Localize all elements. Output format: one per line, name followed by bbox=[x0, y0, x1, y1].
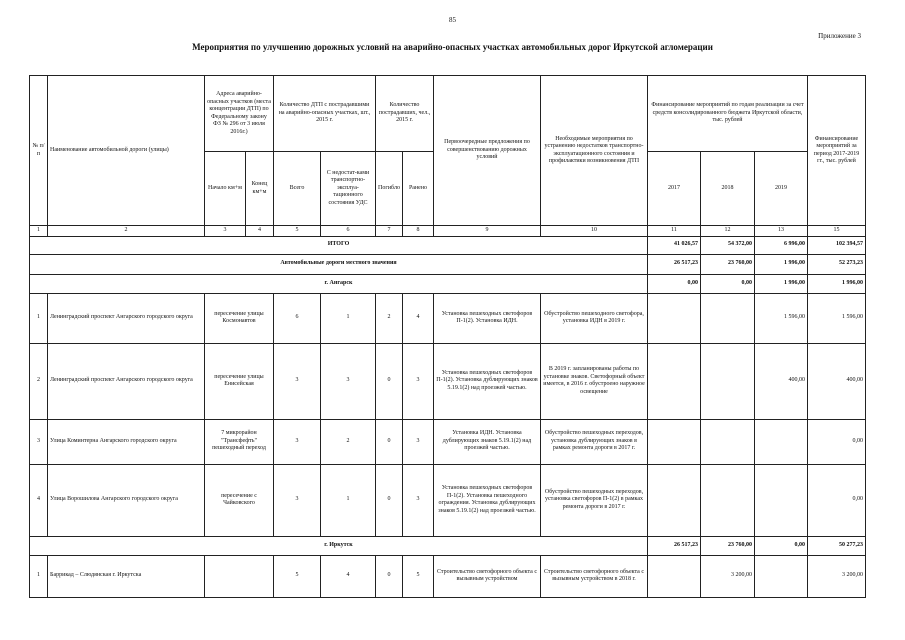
angarsk-row bbox=[30, 274, 866, 293]
measures: Обустройство пешеходных переходов, установка дублирующих знаков в рамках ремонта дороги в 2017 г. bbox=[541, 419, 648, 464]
column-number-row bbox=[30, 226, 866, 237]
header-year-2017: 2017 bbox=[648, 152, 701, 226]
measures-table bbox=[29, 75, 866, 598]
measures: Обустройство пешеходного светофора, установка ИДН в 2019 г. bbox=[541, 293, 648, 343]
road-name: Ленинградский проспект Ангарского городского округа bbox=[48, 343, 205, 419]
financing-sum: 0,00 bbox=[808, 419, 866, 464]
dtp-total: 3 bbox=[274, 464, 321, 536]
financing-2017 bbox=[648, 419, 701, 464]
header-address-group: Адреса аварийно-опасных участков (места концентрации ДТП) по Федеральному закону ФЗ № 296 от 3 июля 2016г.) bbox=[205, 76, 274, 152]
row-number: 1 bbox=[30, 555, 48, 597]
header-row-1 bbox=[30, 76, 866, 152]
header-end: Конец км+м bbox=[246, 152, 274, 226]
total-label: ИТОГО bbox=[30, 236, 648, 254]
col-number: 2 bbox=[48, 226, 205, 237]
killed: 0 bbox=[376, 555, 403, 597]
header-priority-proposals: Первоочередные предложения по совершенствованию дорожных условий bbox=[434, 76, 541, 226]
irkutsk-label: г. Иркутск bbox=[30, 536, 648, 555]
killed: 0 bbox=[376, 343, 403, 419]
injured: 4 bbox=[403, 293, 434, 343]
col-number: 12 bbox=[701, 226, 755, 237]
dtp-total: 5 bbox=[274, 555, 321, 597]
proposals: Установка пешеходных светофоров П-1(2). Установка ИДН. bbox=[434, 293, 541, 343]
dtp-total: 3 bbox=[274, 419, 321, 464]
row-number: 1 bbox=[30, 293, 48, 343]
col-number: 1 bbox=[30, 226, 48, 237]
local-roads-row bbox=[30, 254, 866, 274]
injured: 3 bbox=[403, 464, 434, 536]
total-row bbox=[30, 236, 866, 254]
financing-2019 bbox=[755, 464, 808, 536]
proposals: Строительство светофорного объекта с вызывным устройством bbox=[434, 555, 541, 597]
financing-2018 bbox=[701, 293, 755, 343]
financing-2017 bbox=[648, 464, 701, 536]
proposals: Установка пешеходных светофоров П-1(2). Установка пешеходного ограждения. Установка дублирующих знаков 5.19.1(2) над проезжей частью. bbox=[434, 464, 541, 536]
financing-2018 bbox=[701, 343, 755, 419]
local-roads-2019: 1 996,00 bbox=[755, 254, 808, 274]
local-roads-sum: 52 273,23 bbox=[808, 254, 866, 274]
table-row bbox=[30, 464, 866, 536]
injured: 3 bbox=[403, 343, 434, 419]
road-name: Улица Коминтерна Ангарского городского округа bbox=[48, 419, 205, 464]
total-2018: 54 372,00 bbox=[701, 236, 755, 254]
header-injured: Ранено bbox=[403, 152, 434, 226]
header-financing-group: Финансирование мероприятий по годам реализации за счет средств консолидированного бюджета Иркутской области, тыс. рублей bbox=[648, 76, 808, 152]
angarsk-label: г. Ангарск bbox=[30, 274, 648, 293]
killed: 0 bbox=[376, 419, 403, 464]
total-2019: 6 996,00 bbox=[755, 236, 808, 254]
dtp-defects: 4 bbox=[321, 555, 376, 597]
dtp-defects: 1 bbox=[321, 293, 376, 343]
address: 7 микрорайон "Трансфефть" пешеходный переход bbox=[205, 419, 274, 464]
financing-2019: 1 596,00 bbox=[755, 293, 808, 343]
killed: 2 bbox=[376, 293, 403, 343]
financing-2019 bbox=[755, 555, 808, 597]
financing-sum: 1 596,00 bbox=[808, 293, 866, 343]
header-year-2019: 2019 bbox=[755, 152, 808, 226]
table-row bbox=[30, 293, 866, 343]
local-roads-2018: 23 760,00 bbox=[701, 254, 755, 274]
irkutsk-2018: 23 760,00 bbox=[701, 536, 755, 555]
address: пересечение улицы Космонавтов bbox=[205, 293, 274, 343]
appendix-label: Приложение 3 bbox=[818, 32, 861, 40]
dtp-defects: 2 bbox=[321, 419, 376, 464]
address: пересечение с Чайковского bbox=[205, 464, 274, 536]
col-number: 11 bbox=[648, 226, 701, 237]
financing-sum: 400,00 bbox=[808, 343, 866, 419]
header-required-measures: Необходимые мероприятия по устранению недостатков транспортно-эксплуатационного состояния и профилактики возникновения ДТП bbox=[541, 76, 648, 226]
col-number: 5 bbox=[274, 226, 321, 237]
document-title: Мероприятия по улучшению дорожных условий на аварийно-опасных участках автомобильных дорог Иркутской агломерации bbox=[192, 42, 713, 52]
total-2017: 41 026,57 bbox=[648, 236, 701, 254]
financing-sum: 3 200,00 bbox=[808, 555, 866, 597]
irkutsk-sum: 50 277,23 bbox=[808, 536, 866, 555]
angarsk-2018: 0,00 bbox=[701, 274, 755, 293]
financing-2018 bbox=[701, 464, 755, 536]
angarsk-sum: 1 996,00 bbox=[808, 274, 866, 293]
col-number: 7 bbox=[376, 226, 403, 237]
dtp-defects: 1 bbox=[321, 464, 376, 536]
financing-2017 bbox=[648, 293, 701, 343]
col-number: 8 bbox=[403, 226, 434, 237]
col-number: 13 bbox=[755, 226, 808, 237]
address: пересечение улицы Енисейская bbox=[205, 343, 274, 419]
financing-2018 bbox=[701, 419, 755, 464]
financing-2019: 400,00 bbox=[755, 343, 808, 419]
col-number: 3 bbox=[205, 226, 246, 237]
header-dtp-defects: С недостат-ками транспортно-эксплуа-тационного состояния УДС bbox=[321, 152, 376, 226]
row-number: 4 bbox=[30, 464, 48, 536]
header-dtp-total: Всего bbox=[274, 152, 321, 226]
injured: 5 bbox=[403, 555, 434, 597]
header-year-2018: 2018 bbox=[701, 152, 755, 226]
header-start: Начало км+м bbox=[205, 152, 246, 226]
measures: Обустройство пешеходных переходов, установка светофоров П-1(2) в рамках ремонта дороги в 2017 г. bbox=[541, 464, 648, 536]
financing-2017 bbox=[648, 555, 701, 597]
injured: 3 bbox=[403, 419, 434, 464]
dtp-total: 3 bbox=[274, 343, 321, 419]
road-name: Баррикад – Слюдянская г. Иркутска bbox=[48, 555, 205, 597]
local-roads-label: Автомобильные дороги местного значения bbox=[30, 254, 648, 274]
address bbox=[205, 555, 274, 597]
col-number: 15 bbox=[808, 226, 866, 237]
col-number: 4 bbox=[246, 226, 274, 237]
killed: 0 bbox=[376, 464, 403, 536]
financing-2017 bbox=[648, 343, 701, 419]
table-row bbox=[30, 343, 866, 419]
measures: В 2019 г. запланированы работы по установке знаков. Светофорный объект имеется, в 2016 г. обустроено наружное освещение bbox=[541, 343, 648, 419]
proposals: Установка пешеходных светофоров П-1(2). Установка дублирующих знаков 5.19.1(2) над проезжей частью. bbox=[434, 343, 541, 419]
dtp-total: 6 bbox=[274, 293, 321, 343]
col-number: 10 bbox=[541, 226, 648, 237]
header-no: № п/п bbox=[30, 76, 48, 226]
header-financing-total: Финансирование мероприятий за период 2017-2019 гг., тыс. рублей bbox=[808, 76, 866, 226]
header-dtp-group: Количество ДТП с пострадавшими на аварийно-опасных участках, шт., 2015 г. bbox=[274, 76, 376, 152]
financing-2019 bbox=[755, 419, 808, 464]
angarsk-2019: 1 996,00 bbox=[755, 274, 808, 293]
local-roads-2017: 26 517,23 bbox=[648, 254, 701, 274]
header-killed: Погибло bbox=[376, 152, 403, 226]
row-number: 2 bbox=[30, 343, 48, 419]
road-name: Улица Ворошилова Ангарского городского округа bbox=[48, 464, 205, 536]
proposals: Установка ИДН. Установка дублирующих знаков 5.19.1(2) над проезжей частью. bbox=[434, 419, 541, 464]
dtp-defects: 3 bbox=[321, 343, 376, 419]
total-sum: 102 394,57 bbox=[808, 236, 866, 254]
col-number: 9 bbox=[434, 226, 541, 237]
financing-sum: 0,00 bbox=[808, 464, 866, 536]
header-victims-group: Количество пострадавших, чел., 2015 г. bbox=[376, 76, 434, 152]
row-number: 3 bbox=[30, 419, 48, 464]
page-number: 85 bbox=[449, 16, 456, 24]
road-name: Ленинградский проспект Ангарского городского округа bbox=[48, 293, 205, 343]
table-row bbox=[30, 555, 866, 597]
irkutsk-2017: 26 517,23 bbox=[648, 536, 701, 555]
irkutsk-row bbox=[30, 536, 866, 555]
measures: Строительство светофорного объекта с вызывным устройством в 2018 г. bbox=[541, 555, 648, 597]
angarsk-2017: 0,00 bbox=[648, 274, 701, 293]
financing-2018: 3 200,00 bbox=[701, 555, 755, 597]
irkutsk-2019: 0,00 bbox=[755, 536, 808, 555]
table-row bbox=[30, 419, 866, 464]
header-road-name: Наименование автомобильной дороги (улицы) bbox=[48, 76, 205, 226]
col-number: 6 bbox=[321, 226, 376, 237]
